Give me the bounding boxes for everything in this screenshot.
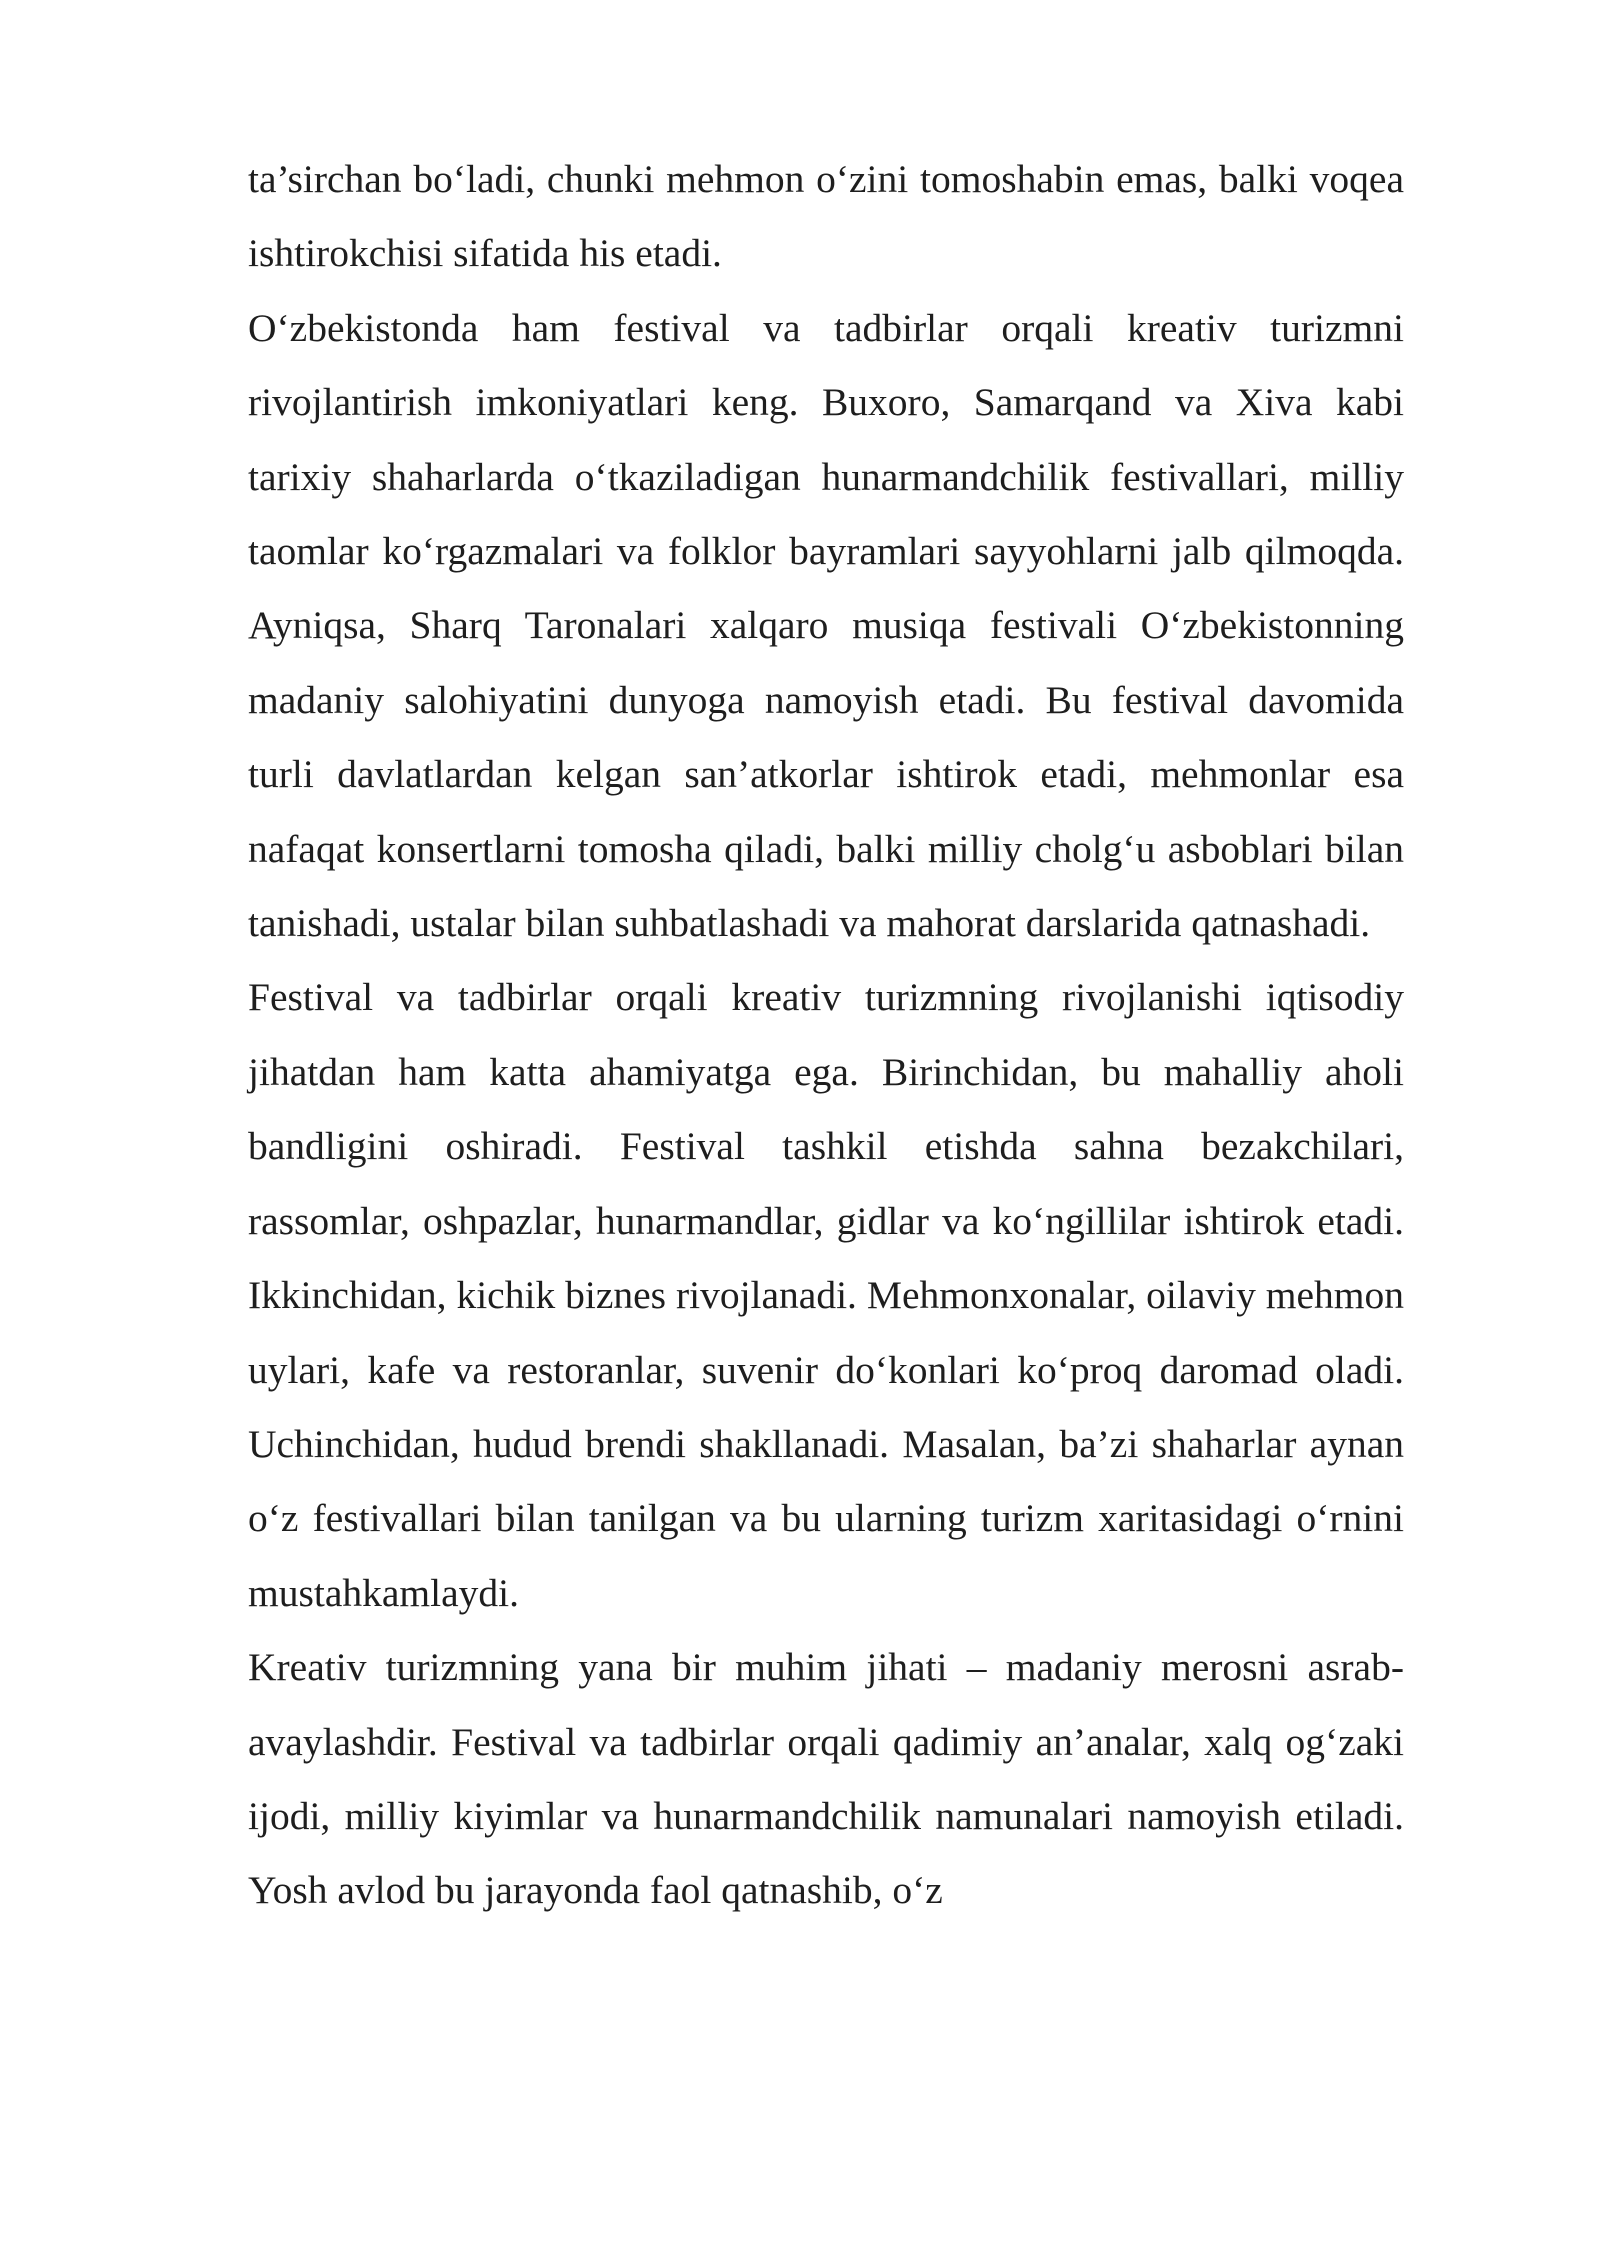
document-body (248, 142, 1404, 1928)
paragraph: Kreativ turizmning yana bir muhim jihati – madaniy merosni asrab-avaylashdir. Festival va tadbirlar orqali qadimiy an’analar, xalq og‘zaki ijodi, milliy kiyimlar va hunarmandchilik namunalari namoyish etiladi. Yosh avlod bu jarayonda faol qatnashib, o‘z (248, 1645, 1404, 1913)
paragraph: Festival va tadbirlar orqali kreativ turizmning rivojlanishi iqtisodiy jihatdan ham katta ahamiyatga ega. Birinchidan, bu mahalliy aholi bandligini oshiradi. Festival tashkil etishda sahna bezakchilari, rassomlar, oshpazlar, hunarmandlar, gidlar va ko‘ngillilar ishtirok etadi. Ikkinchidan, kichik biznes rivojlanadi. Mehmonxonalar, oilaviy mehmon uylari, kafe va restoranlar, suvenir do‘konlari ko‘proq daromad oladi. Uchinchidan, hudud brendi shakllanadi. Masalan, ba’zi shaharlar aynan o‘z festivallari bilan tanilgan va bu ularning turizm xaritasidagi o‘rnini mustahkamlaydi. (248, 975, 1404, 1615)
paragraph: O‘zbekistonda ham festival va tadbirlar orqali kreativ turizmni rivojlantirish imkoniyatlari keng. Buxoro, Samarqand va Xiva kabi tarixiy shaharlarda o‘tkaziladigan hunarmandchilik festivallari, milliy taomlar ko‘rgazmalari va folklor bayramlari sayyohlarni jalb qilmoqda. Ayniqsa, Sharq Taronalari xalqaro musiqa festivali O‘zbekistonning madaniy salohiyatini dunyoga namoyish etadi. Bu festival davomida turli davlatlardan kelgan san’atkorlar ishtirok etadi, mehmonlar esa nafaqat konsertlarni tomosha qiladi, balki milliy cholg‘u asboblari bilan tanishadi, ustalar bilan suhbatlashadi va mahorat darslarida qatnashadi. (248, 305, 1404, 946)
paragraph: ta’sirchan bo‘ladi, chunki mehmon o‘zini tomoshabin emas, balki voqea ishtirokchisi sifatida his etadi. (248, 157, 1404, 276)
